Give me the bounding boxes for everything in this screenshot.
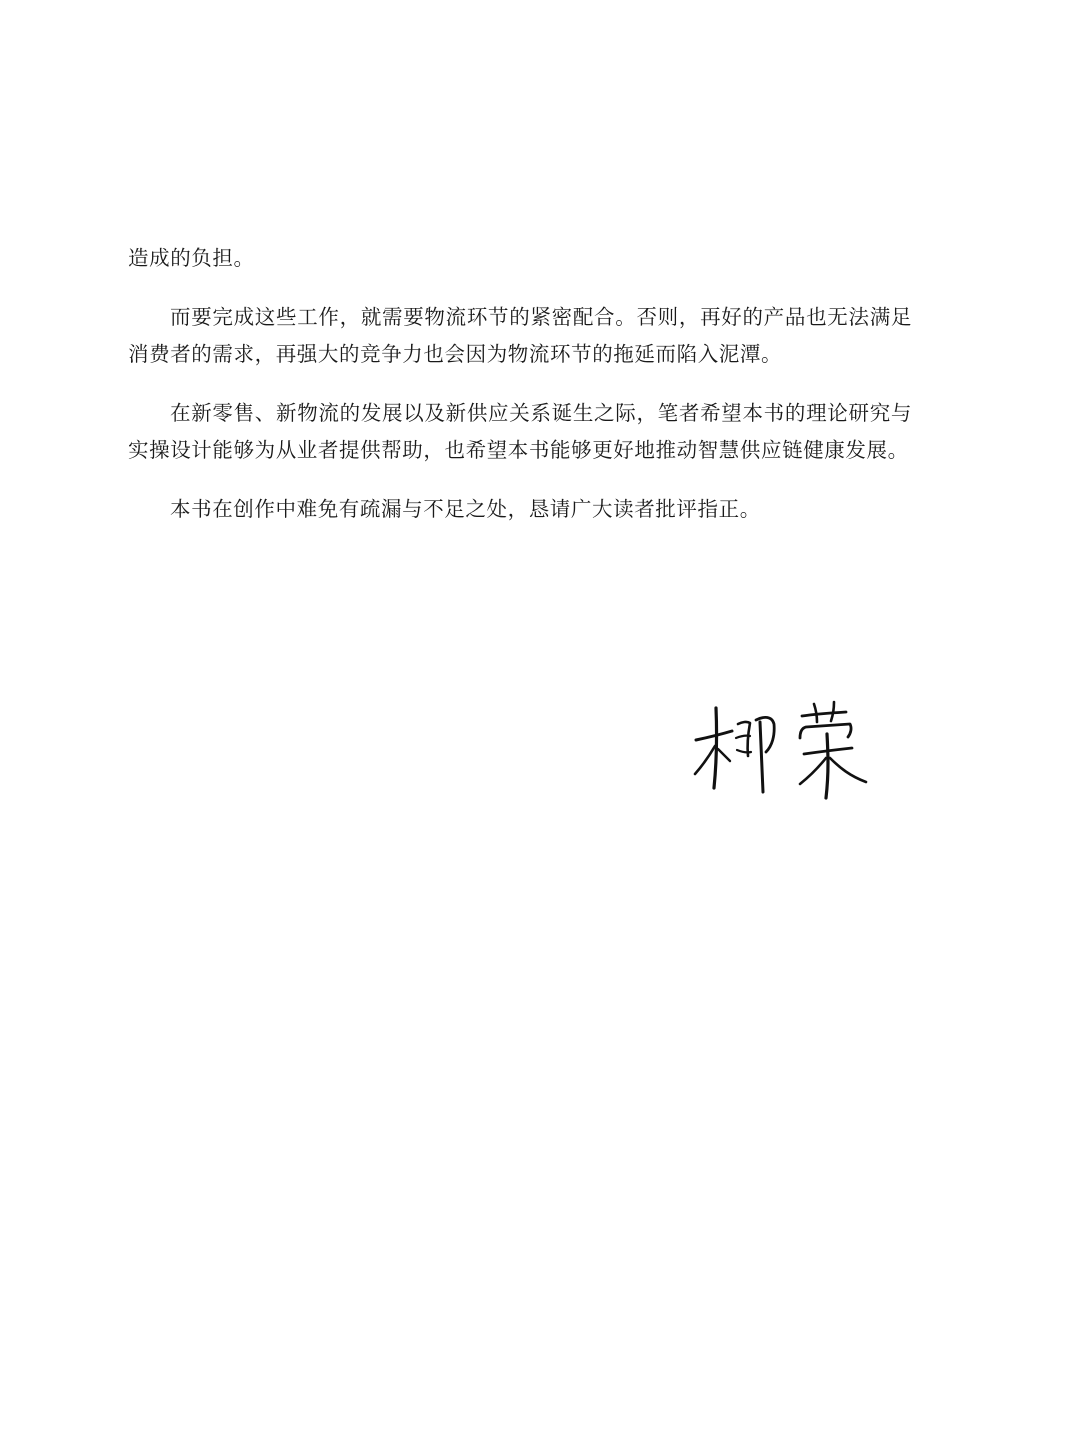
- paragraph-correction-request: 本书在创作中难免有疏漏与不足之处，恳请广大读者批评指正。: [170, 497, 761, 521]
- body-text: [128, 240, 912, 528]
- paragraph-hope: 在新零售、新物流的发展以及新供应关系诞生之际，笔者希望本书的理论研究与实操设计能够为从业者提供帮助，也希望本书能够更好地推动智慧供应链健康发展。: [128, 401, 912, 462]
- paragraph-logistics: 而要完成这些工作，就需要物流环节的紧密配合。否则，再好的产品也无法满足消费者的需求，再强大的竞争力也会因为物流环节的拖延而陷入泥潭。: [128, 305, 912, 366]
- author-signature: [690, 694, 890, 806]
- signature-handwriting: [690, 694, 890, 806]
- paragraph-continuation: 造成的负担。: [128, 246, 255, 270]
